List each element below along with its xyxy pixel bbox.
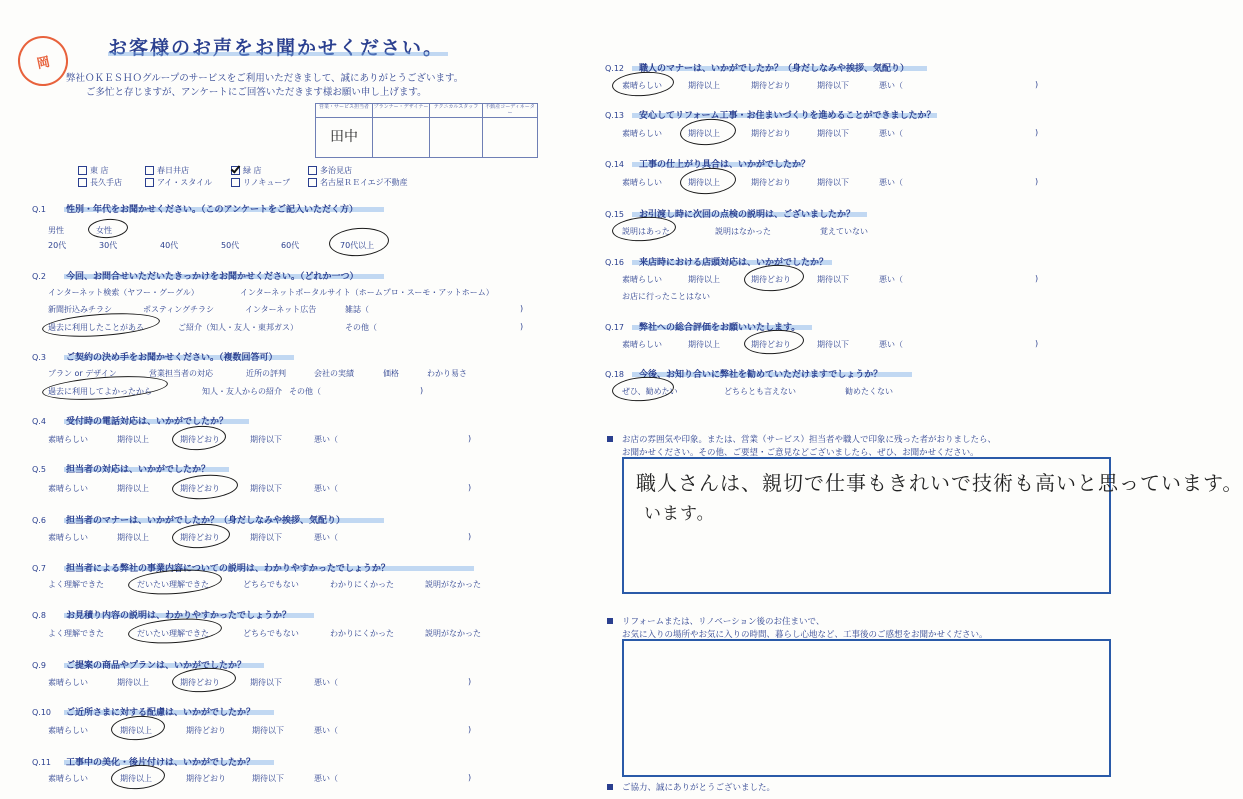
- q6-option[interactable]: 素晴らしい: [48, 533, 88, 542]
- q5-option[interactable]: 期待以下: [250, 484, 282, 493]
- q2-option[interactable]: 雑誌（: [345, 305, 369, 314]
- q5-option[interactable]: 悪い（: [314, 484, 338, 493]
- question-15: Q.15 お引渡し時に次回の点検の説明は、ございましたか？: [605, 210, 856, 220]
- checked-checkbox-icon[interactable]: [231, 166, 240, 175]
- q6-paren: ): [468, 532, 472, 541]
- q15-option[interactable]: 説明はあった: [622, 227, 670, 236]
- q2-option[interactable]: 新聞折込みチラシ: [48, 305, 112, 314]
- q3-option[interactable]: わかり易さ: [427, 369, 467, 378]
- q2-option[interactable]: ポスティングチラシ: [143, 305, 215, 314]
- q8-option[interactable]: よく理解できた: [48, 629, 104, 638]
- q3-option[interactable]: 知人・友人からの紹介: [202, 387, 282, 396]
- staff-value-realestate[interactable]: [483, 118, 537, 157]
- staff-value-technical[interactable]: [430, 118, 483, 157]
- question-4: Q.4 受付時の電話対応は、いかがでしたか？: [32, 417, 229, 427]
- q14-option[interactable]: 期待以下: [817, 178, 849, 187]
- q9-option[interactable]: 悪い（: [314, 678, 338, 687]
- q11-paren: ): [468, 773, 472, 782]
- store-option[interactable]: 東 店: [78, 165, 109, 176]
- q12-paren: ): [1035, 80, 1039, 89]
- store-option[interactable]: リノキューブ: [231, 177, 290, 188]
- q10-option[interactable]: 期待以上: [120, 726, 152, 735]
- q8-option[interactable]: どちらでもない: [243, 629, 299, 638]
- intro-line-1: 弊社ＯＫＥＳＨＯグループのサービスをご利用いただきまして、誠にありがとうございます。: [66, 73, 464, 84]
- q18-option[interactable]: どちらとも言えない: [724, 387, 796, 396]
- question-16: Q.16 来店時における店頭対応は、いかがでしたか？: [605, 258, 829, 268]
- q16-option[interactable]: 期待どおり: [751, 275, 791, 284]
- staff-header-sales: 営業・サービス担当者: [316, 104, 373, 118]
- q16-option[interactable]: 期待以上: [688, 275, 720, 284]
- checkbox-icon[interactable]: [145, 166, 154, 175]
- staff-value-planner[interactable]: [373, 118, 430, 157]
- company-seal-stamp: 岡: [13, 31, 72, 90]
- q13-option[interactable]: 悪い（: [879, 129, 903, 138]
- q1-option[interactable]: 男性: [48, 226, 64, 235]
- q9-option[interactable]: 期待以下: [250, 678, 282, 687]
- comment2-textarea[interactable]: [622, 639, 1111, 777]
- q13-paren: ): [1035, 128, 1039, 137]
- q6-option[interactable]: 期待以上: [117, 533, 149, 542]
- checkbox-icon[interactable]: [308, 166, 317, 175]
- checkbox-icon[interactable]: [78, 178, 87, 187]
- comment1-label-line-1: お店の雰囲気や印象。または、営業（サービス）担当者や職人で印象に残った者がおりましたら、: [622, 435, 997, 445]
- q1-option[interactable]: 60代: [281, 241, 300, 250]
- question-5: Q.5 担当者の対応は、いかがでしたか？: [32, 465, 211, 475]
- q16-option[interactable]: 悪い（: [879, 275, 903, 284]
- staff-value-sales[interactable]: 田中: [316, 118, 373, 157]
- question-17: Q.17 弊社への総合評価をお願いいたします。: [605, 323, 801, 333]
- question-2: Q.2 今回、お問合せいただいたきっかけをお聞かせください。（どれか一つ）: [32, 272, 359, 282]
- q7-option[interactable]: どちらでもない: [243, 580, 299, 589]
- comment1-handwriting-line-2: います。: [644, 504, 715, 524]
- q10-option[interactable]: 素晴らしい: [48, 726, 88, 735]
- question-13: Q.13 安心してリフォーム工事・お住まいづくりを進めることができましたか？: [605, 111, 936, 121]
- bullet-square-icon: [607, 436, 613, 442]
- q11-option[interactable]: 悪い（: [314, 774, 338, 783]
- q12-option[interactable]: 悪い（: [879, 81, 903, 90]
- staff-header-technical: テクニカルスタッフ: [430, 104, 483, 118]
- q2-paren: ): [520, 322, 524, 331]
- q1-option[interactable]: 女性: [96, 226, 112, 235]
- staff-header-realestate: 不動産コーディネーター: [483, 104, 537, 118]
- q3-option[interactable]: 会社の実績: [314, 369, 354, 378]
- question-7: Q.7 担当者による弊社の事業内容についての説明は、わかりやすかったでしょうか？: [32, 564, 390, 574]
- q6-option[interactable]: 期待以下: [250, 533, 282, 542]
- q2-paren: ): [520, 304, 524, 313]
- comment2-label-line-2: お気に入りの場所やお気に入りの時間、暮らし心地など、工事後のご感想をお聞かせください。: [622, 630, 988, 640]
- q11-option[interactable]: 素晴らしい: [48, 774, 88, 783]
- q1-option[interactable]: 70代以上: [340, 241, 375, 250]
- q13-option[interactable]: 期待以上: [688, 129, 720, 138]
- q17-option[interactable]: 期待以上: [688, 340, 720, 349]
- question-8: Q.8 お見積り内容の説明は、わかりやすかったでしょうか？: [32, 611, 292, 621]
- question-1: Q.1 性別・年代をお聞かせください。（このアンケートをご記入いただく方）: [32, 205, 358, 215]
- q9-paren: ): [468, 677, 472, 686]
- q1-option[interactable]: 30代: [99, 241, 118, 250]
- q12-option[interactable]: 素晴らしい: [622, 81, 662, 90]
- q4-paren: ): [468, 434, 472, 443]
- q14-option[interactable]: 期待どおり: [751, 178, 791, 187]
- q8-option[interactable]: だいたい理解できた: [137, 629, 209, 638]
- q4-option[interactable]: 期待どおり: [180, 435, 220, 444]
- q9-option[interactable]: 素晴らしい: [48, 678, 88, 687]
- q7-option[interactable]: わかりにくかった: [330, 580, 394, 589]
- q3-paren: ): [420, 386, 424, 395]
- q2-option[interactable]: その他（: [345, 323, 377, 332]
- comment1-label-line-2: お聞かせください。その他、ご要望・ご意見などございましたら、ぜひ、お聞かせください。: [622, 448, 979, 458]
- intro-line-2: ご多忙と存じますが、アンケートにご回答いただきます様お願い申し上げます。: [86, 87, 427, 98]
- staff-table: [315, 103, 538, 158]
- q4-option[interactable]: 素晴らしい: [48, 435, 88, 444]
- staff-header-planner: プランナー・デザイナー: [373, 104, 430, 118]
- page-title: お客様のお声をお聞かせください。: [108, 37, 445, 59]
- q13-option[interactable]: 期待以下: [817, 129, 849, 138]
- store-option[interactable]: 名古屋ＲＥイエジ不動産: [308, 177, 408, 188]
- question-14: Q.14 工事の仕上がり具合は、いかがでしたか？: [605, 160, 811, 170]
- q5-paren: ): [468, 483, 472, 492]
- question-18: Q.18 今後、お知り合いに弊社を勧めていただけますでしょうか？: [605, 370, 883, 380]
- q10-option[interactable]: 期待どおり: [186, 726, 226, 735]
- q15-option[interactable]: 説明はなかった: [715, 227, 771, 236]
- question-9: Q.9 ご提案の商品やプランは、いかがでしたか？: [32, 661, 247, 671]
- q7-option[interactable]: 説明がなかった: [425, 580, 481, 589]
- q3-option[interactable]: 営業担当者の対応: [149, 369, 213, 378]
- q14-paren: ): [1035, 177, 1039, 186]
- store-option[interactable]: 春日井店: [145, 165, 189, 176]
- q3-option[interactable]: 過去に利用してよかったから: [48, 387, 152, 396]
- q12-option[interactable]: 期待以下: [817, 81, 849, 90]
- store-option[interactable]: 多治見店: [308, 165, 352, 176]
- comment1-textarea[interactable]: [622, 457, 1243, 594]
- q17-option[interactable]: 素晴らしい: [622, 340, 662, 349]
- q2-option[interactable]: インターネットポータルサイト（ホームプロ・スーモ・アットホーム）: [240, 288, 494, 297]
- q2-option[interactable]: インターネット広告: [245, 305, 317, 314]
- q16-option[interactable]: お店に行ったことはない: [622, 292, 710, 301]
- q16-option[interactable]: 期待以下: [817, 275, 849, 284]
- store-option[interactable]: 長久手店: [78, 177, 122, 188]
- q13-option[interactable]: 期待どおり: [751, 129, 791, 138]
- q14-option[interactable]: 悪い（: [879, 178, 903, 187]
- q4-option[interactable]: 期待以上: [117, 435, 149, 444]
- q5-option[interactable]: 期待以上: [117, 484, 149, 493]
- q1-option[interactable]: 40代: [160, 241, 179, 250]
- q3-option[interactable]: 価格: [383, 369, 399, 378]
- q14-option[interactable]: 期待以上: [688, 178, 720, 187]
- store-option[interactable]: 緑 店: [231, 165, 262, 176]
- q11-option[interactable]: 期待以上: [120, 774, 152, 783]
- q8-option[interactable]: 説明がなかった: [425, 629, 481, 638]
- q3-option[interactable]: 近所の評判: [246, 369, 286, 378]
- q5-option[interactable]: 素晴らしい: [48, 484, 88, 493]
- q1-option[interactable]: 20代: [48, 241, 67, 250]
- checkbox-icon[interactable]: [308, 178, 317, 187]
- q13-option[interactable]: 素晴らしい: [622, 129, 662, 138]
- q2-option[interactable]: ご紹介（知人・友人・東邦ガス）: [178, 323, 298, 332]
- q17-option[interactable]: 期待どおり: [751, 340, 791, 349]
- q4-option[interactable]: 悪い（: [314, 435, 338, 444]
- q10-paren: ): [468, 725, 472, 734]
- q18-option[interactable]: 勧めたくない: [845, 387, 893, 396]
- q16-option[interactable]: 素晴らしい: [622, 275, 662, 284]
- footer-thanks: ご協力、誠にありがとうございました。: [622, 783, 776, 793]
- bullet-square-icon: [607, 618, 613, 624]
- q17-paren: ): [1035, 339, 1039, 348]
- q18-option[interactable]: ぜひ、勧めたい: [622, 387, 678, 396]
- question-10: Q.10 ご近所さまに対する配慮は、いかがでしたか？: [32, 708, 256, 718]
- checkbox-icon[interactable]: [145, 178, 154, 187]
- store-option[interactable]: アイ・スタイル: [145, 177, 212, 188]
- checkbox-icon[interactable]: [231, 178, 240, 187]
- question-6: Q.6 担当者のマナーは、いかがでしたか？（身だしなみや挨拶、気配り）: [32, 516, 346, 526]
- q3-option[interactable]: その他（: [289, 387, 321, 396]
- comment1-handwriting-line-1: 職人さんは、親切で仕事もきれいで技術も高いと思っています。: [636, 471, 1243, 495]
- q1-option[interactable]: 50代: [221, 241, 240, 250]
- q17-option[interactable]: 期待以下: [817, 340, 849, 349]
- q9-option[interactable]: 期待以上: [117, 678, 149, 687]
- comment2-label-line-1: リフォームまたは、リノベーション後のお住まいで、: [622, 617, 825, 627]
- q7-option[interactable]: だいたい理解できた: [137, 580, 209, 589]
- q12-option[interactable]: 期待どおり: [751, 81, 791, 90]
- q6-option[interactable]: 期待どおり: [180, 533, 220, 542]
- question-12: Q.12 職人のマナーは、いかがでしたか？（身だしなみや挨拶、気配り）: [605, 64, 910, 74]
- q8-option[interactable]: わかりにくかった: [330, 629, 394, 638]
- q2-option[interactable]: インターネット検索（ヤフー・グーグル）: [48, 288, 199, 297]
- q3-option[interactable]: プラン or デザイン: [48, 369, 117, 378]
- q9-option[interactable]: 期待どおり: [180, 678, 220, 687]
- q10-option[interactable]: 悪い（: [314, 726, 338, 735]
- question-11: Q.11 工事中の美化・後片付けは、いかがでしたか？: [32, 758, 256, 768]
- checkbox-icon[interactable]: [78, 166, 87, 175]
- q14-option[interactable]: 素晴らしい: [622, 178, 662, 187]
- q16-paren: ): [1035, 274, 1039, 283]
- q5-option[interactable]: 期待どおり: [180, 484, 220, 493]
- q10-option[interactable]: 期待以下: [252, 726, 284, 735]
- q17-option[interactable]: 悪い（: [879, 340, 903, 349]
- q2-option[interactable]: 過去に利用したことがある: [48, 323, 144, 332]
- q6-option[interactable]: 悪い（: [314, 533, 338, 542]
- q7-option[interactable]: よく理解できた: [48, 580, 104, 589]
- bullet-square-icon: [607, 784, 613, 790]
- q11-option[interactable]: 期待どおり: [186, 774, 226, 783]
- question-3: Q.3 ご契約の決め手をお聞かせください。（複数回答可）: [32, 353, 278, 363]
- q12-option[interactable]: 期待以上: [688, 81, 720, 90]
- q11-option[interactable]: 期待以下: [252, 774, 284, 783]
- q4-option[interactable]: 期待以下: [250, 435, 282, 444]
- q15-option[interactable]: 覚えていない: [820, 227, 868, 236]
